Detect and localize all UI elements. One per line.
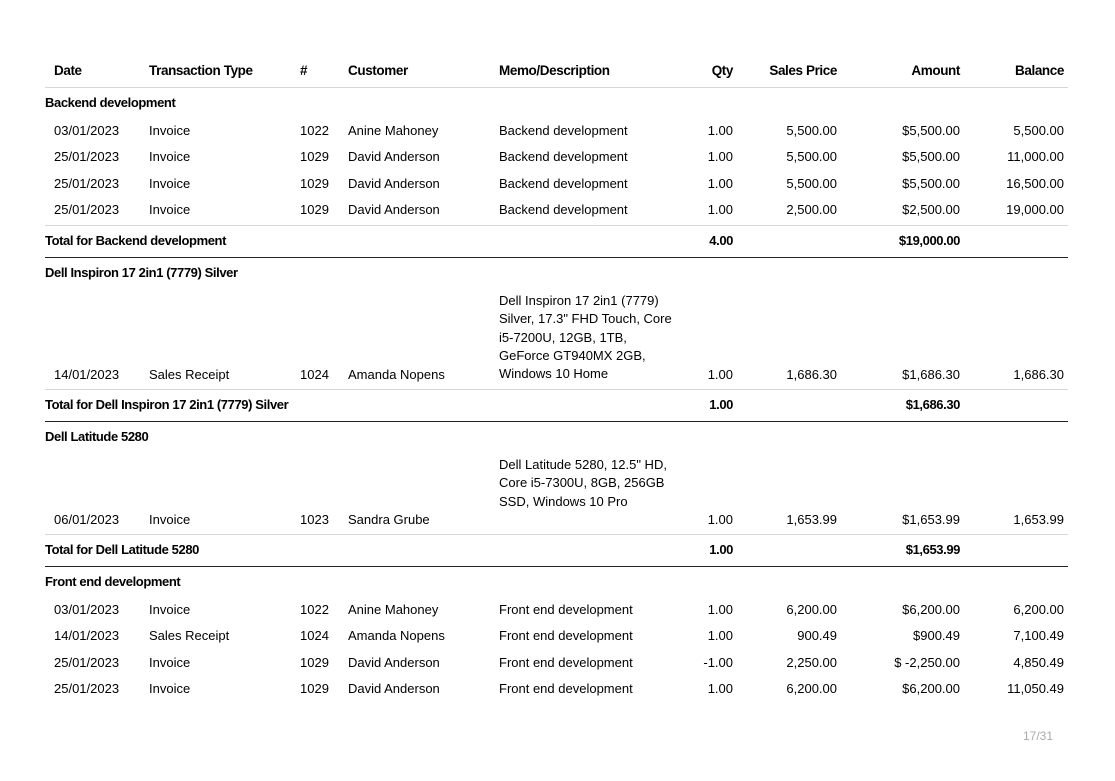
row-amount: $1,653.99	[902, 512, 960, 527]
row-memo: Front end development	[499, 602, 633, 617]
row-number: 1024	[300, 367, 329, 382]
row-qty: 1.00	[707, 602, 733, 617]
col-date: Date	[54, 63, 82, 78]
row-date: 14/01/2023	[54, 367, 120, 382]
row-memo: Front end development	[499, 628, 633, 643]
row-sales-price: 5,500.00	[786, 123, 837, 138]
row-number: 1022	[300, 123, 329, 138]
row-amount: $5,500.00	[902, 149, 960, 164]
total-qty: 1.00	[709, 397, 733, 412]
row-number: 1029	[300, 176, 329, 191]
row-customer: Anine Mahoney	[348, 123, 439, 138]
row-amount: $5,500.00	[902, 176, 960, 191]
row-balance: 19,000.00	[1006, 202, 1064, 217]
row-amount: $5,500.00	[902, 123, 960, 138]
group-title-front-end: Front end development	[45, 574, 181, 589]
total-amount: $1,686.30	[905, 397, 960, 412]
row-customer: David Anderson	[348, 202, 440, 217]
row-date: 06/01/2023	[54, 512, 120, 527]
row-amount: $2,500.00	[902, 202, 960, 217]
row-sales-price: 5,500.00	[786, 176, 837, 191]
row-qty: 1.00	[707, 202, 733, 217]
row-memo: Dell Inspiron 17 2in1 (7779) Silver, 17.3" FHD Touch, Core i5-7200U, 12GB, 1TB, GeForce GT940MX 2GB, Windows 10 Home	[499, 293, 672, 382]
row-qty: 1.00	[707, 628, 733, 643]
row-number: 1029	[300, 202, 329, 217]
col-amount: Amount	[911, 63, 960, 78]
row-type: Invoice	[149, 512, 191, 527]
col-qty: Qty	[711, 63, 733, 78]
row-amount: $6,200.00	[902, 681, 960, 696]
row-qty: 1.00	[707, 681, 733, 696]
row-customer: David Anderson	[348, 681, 440, 696]
row-date: 25/01/2023	[54, 655, 120, 670]
row-type: Invoice	[149, 123, 191, 138]
group-title-dell-latitude: Dell Latitude 5280	[45, 429, 149, 444]
row-type: Invoice	[149, 149, 191, 164]
row-memo: Backend development	[499, 149, 628, 164]
total-label: Total for Dell Latitude 5280	[45, 542, 199, 557]
row-customer: David Anderson	[348, 149, 440, 164]
row-number: 1029	[300, 681, 329, 696]
row-type: Invoice	[149, 681, 191, 696]
row-type: Invoice	[149, 602, 191, 617]
row-balance: 11,000.00	[1007, 149, 1064, 164]
row-customer: Sandra Grube	[348, 512, 430, 527]
row-sales-price: 2,250.00	[786, 655, 837, 670]
group-divider	[45, 421, 1068, 422]
total-divider	[45, 225, 1068, 226]
row-memo: Front end development	[499, 655, 633, 670]
col-balance: Balance	[1015, 63, 1064, 78]
total-label: Total for Dell Inspiron 17 2in1 (7779) Silver	[45, 397, 289, 412]
row-sales-price: 5,500.00	[786, 149, 837, 164]
row-number: 1022	[300, 602, 329, 617]
row-balance: 11,050.49	[1007, 681, 1064, 696]
row-amount: $ -2,250.00	[894, 655, 960, 670]
col-customer: Customer	[348, 63, 408, 78]
row-type: Sales Receipt	[149, 628, 230, 643]
row-number: 1024	[300, 628, 329, 643]
col-transaction-type: Transaction Type	[149, 63, 253, 78]
group-divider	[45, 566, 1068, 567]
row-number: 1029	[300, 655, 329, 670]
row-qty: 1.00	[707, 123, 733, 138]
row-sales-price: 900.49	[797, 628, 837, 643]
total-amount: $19,000.00	[898, 233, 960, 248]
row-qty: 1.00	[707, 149, 733, 164]
row-sales-price: 2,500.00	[786, 202, 837, 217]
group-divider	[45, 257, 1068, 258]
col-sales-price: Sales Price	[769, 63, 837, 78]
row-memo: Front end development	[499, 681, 633, 696]
row-qty: -1.00	[703, 655, 733, 670]
row-memo: Dell Latitude 5280, 12.5" HD, Core i5-7300U, 8GB, 256GB SSD, Windows 10 Pro	[499, 457, 667, 509]
row-number: 1029	[300, 149, 329, 164]
row-customer: David Anderson	[348, 655, 440, 670]
row-qty: 1.00	[707, 367, 733, 382]
group-title-dell-inspiron: Dell Inspiron 17 2in1 (7779) Silver	[45, 265, 238, 280]
row-balance: 7,100.49	[1013, 628, 1064, 643]
row-qty: 1.00	[707, 176, 733, 191]
row-qty: 1.00	[707, 512, 733, 527]
row-memo: Backend development	[499, 176, 628, 191]
total-divider	[45, 534, 1068, 535]
row-type: Invoice	[149, 176, 191, 191]
total-qty: 1.00	[709, 542, 733, 557]
page-number: 17/31	[1022, 729, 1053, 743]
row-customer: David Anderson	[348, 176, 440, 191]
header-divider	[45, 87, 1068, 88]
row-date: 25/01/2023	[54, 202, 120, 217]
row-balance: 6,200.00	[1013, 602, 1064, 617]
row-sales-price: 6,200.00	[786, 681, 837, 696]
row-balance: 1,653.99	[1013, 512, 1064, 527]
row-sales-price: 6,200.00	[786, 602, 837, 617]
row-date: 25/01/2023	[54, 149, 120, 164]
row-memo: Backend development	[499, 202, 628, 217]
row-date: 25/01/2023	[54, 176, 120, 191]
row-amount: $900.49	[913, 628, 960, 643]
row-balance: 5,500.00	[1013, 123, 1064, 138]
row-amount: $6,200.00	[902, 602, 960, 617]
total-label: Total for Backend development	[45, 233, 227, 248]
row-type: Sales Receipt	[149, 367, 230, 382]
total-divider	[45, 389, 1068, 390]
row-date: 25/01/2023	[54, 681, 120, 696]
total-qty: 4.00	[709, 233, 733, 248]
row-date: 03/01/2023	[54, 123, 120, 138]
row-type: Invoice	[149, 655, 191, 670]
row-sales-price: 1,653.99	[786, 512, 837, 527]
row-date: 03/01/2023	[54, 602, 120, 617]
row-balance: 16,500.00	[1006, 176, 1064, 191]
row-customer: Amanda Nopens	[348, 628, 445, 643]
row-customer: Amanda Nopens	[348, 367, 445, 382]
row-number: 1023	[300, 512, 329, 527]
row-type: Invoice	[149, 202, 191, 217]
group-title-backend: Backend development	[45, 95, 176, 110]
row-balance: 4,850.49	[1013, 655, 1064, 670]
row-sales-price: 1,686.30	[786, 367, 837, 382]
col-number: #	[300, 63, 308, 78]
col-memo: Memo/Description	[499, 63, 610, 78]
total-amount: $1,653.99	[905, 542, 960, 557]
row-amount: $1,686.30	[902, 367, 960, 382]
row-customer: Anine Mahoney	[348, 602, 439, 617]
row-memo: Backend development	[499, 123, 628, 138]
row-date: 14/01/2023	[54, 628, 120, 643]
row-balance: 1,686.30	[1013, 367, 1064, 382]
